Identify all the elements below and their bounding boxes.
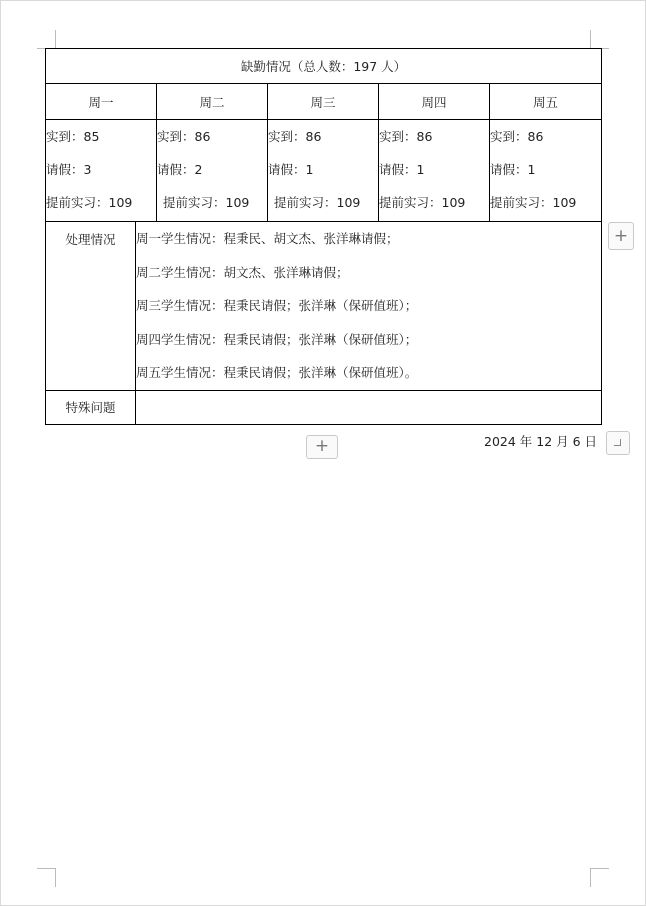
- present-count: 实到：86: [268, 129, 322, 144]
- present-count: 实到：85: [46, 129, 100, 144]
- crop-mark-top-left: [37, 30, 56, 49]
- leave-count: 请假：3: [46, 162, 92, 177]
- handling-details[interactable]: [136, 222, 602, 391]
- table-resize-handle[interactable]: [606, 431, 630, 455]
- intern-count: 提前实习：109: [379, 195, 466, 210]
- handling-line-tue: 周二学生情况：胡文杰、张洋琳请假；: [136, 264, 349, 280]
- day-cell-tue[interactable]: [157, 120, 268, 222]
- intern-count: 提前实习：109: [490, 195, 577, 210]
- present-count: 实到：86: [490, 129, 544, 144]
- day-cell-mon[interactable]: [46, 120, 157, 222]
- handling-line-thu: 周四学生情况：程秉民请假；张洋琳（保研值班）；: [136, 331, 418, 347]
- day-header-fri[interactable]: 周五: [490, 84, 602, 120]
- handling-label[interactable]: 处理情况: [46, 222, 136, 391]
- intern-count: 提前实习：109: [163, 195, 250, 210]
- intern-count: 提前实习：109: [274, 195, 361, 210]
- crop-mark-bottom-left: [37, 868, 56, 887]
- leave-count: 请假：1: [268, 162, 314, 177]
- crop-mark-bottom-right: [590, 868, 609, 887]
- leave-count: 请假：2: [157, 162, 203, 177]
- day-header-wed[interactable]: 周三: [268, 84, 379, 120]
- report-date[interactable]: 2024 年 12 月 6 日: [484, 434, 598, 449]
- day-header-tue[interactable]: 周二: [157, 84, 268, 120]
- day-header-mon[interactable]: 周一: [46, 84, 157, 120]
- crop-mark-top-right: [590, 30, 609, 49]
- table-title[interactable]: 缺勤情况（总人数：197 人）: [46, 49, 602, 84]
- intern-count: 提前实习：109: [46, 195, 133, 210]
- present-count: 实到：86: [157, 129, 211, 144]
- leave-count: 请假：1: [379, 162, 425, 177]
- special-issues-value[interactable]: [136, 390, 602, 424]
- attendance-table: [45, 48, 602, 425]
- leave-count: 请假：1: [490, 162, 536, 177]
- handling-line-wed: 周三学生情况：程秉民请假；张洋琳（保研值班）；: [136, 298, 418, 313]
- add-row-button[interactable]: +: [306, 435, 338, 459]
- handling-line-mon: 周一学生情况：程秉民、胡文杰、张洋琳请假；: [136, 231, 399, 246]
- day-cell-thu[interactable]: [379, 120, 490, 222]
- day-cell-fri[interactable]: [490, 120, 602, 222]
- day-cell-wed[interactable]: [268, 120, 379, 222]
- special-issues-label[interactable]: 特殊问题: [46, 390, 136, 424]
- handling-line-fri: 周五学生情况：程秉民请假；张洋琳（保研值班）。: [136, 365, 418, 380]
- present-count: 实到：86: [379, 129, 433, 144]
- day-header-thu[interactable]: 周四: [379, 84, 490, 120]
- add-column-button[interactable]: +: [608, 222, 634, 250]
